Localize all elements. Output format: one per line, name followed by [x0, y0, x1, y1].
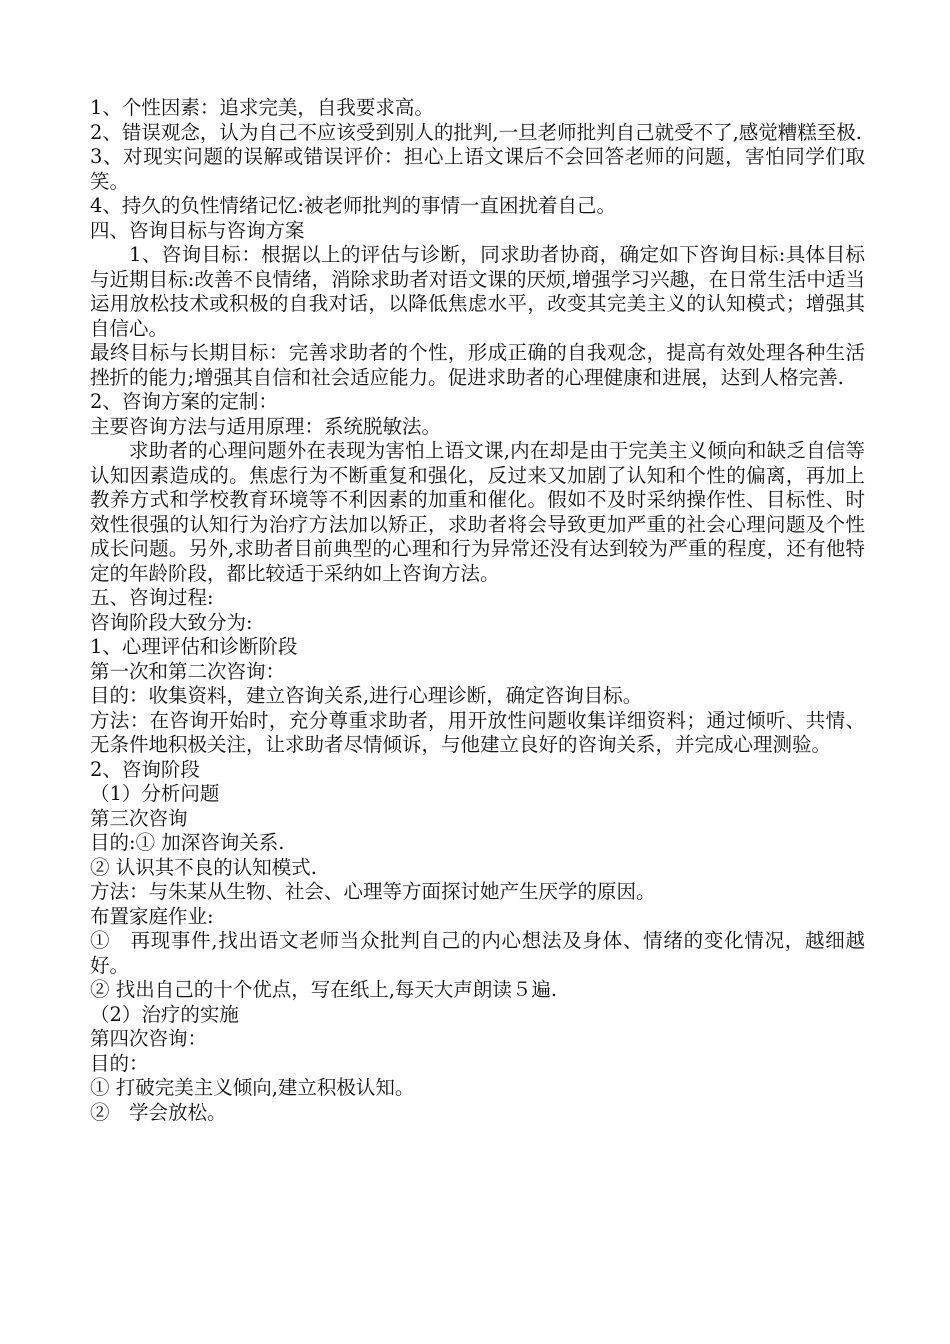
paragraph-purpose-1: 目的：收集资料，建立咨询关系,进行心理诊断，确定咨询目标。: [90, 684, 643, 707]
item-wrong-belief: 2、错误观念，认为自己不应该受到别人的批判,一旦老师批判自己就受不了,感觉糟糕至极.: [90, 120, 863, 144]
paragraph-method-3: 方法：与朱某从生物、社会、心理等方面探讨她产生厌学的原因。: [90, 880, 656, 903]
paragraph-homework-1: ① 再现事件,找出语文老师当众批判自己的内心想法及身体、情绪的变化情况，越细越好。: [90, 929, 865, 977]
paragraph-purpose-3b: ② 认识其不良的认知模式.: [90, 855, 317, 879]
item-misjudgment: 3、对现实问题的误解或错误评价：担心上语文课后不会回答老师的问题，害怕同学们取笑。: [90, 145, 865, 193]
label-session-3: 第三次咨询: [90, 806, 188, 830]
subheading-plan: 2、咨询方案的定制：: [90, 390, 278, 413]
paragraph-long-term-goal: 最终目标与长期目标：完善求助者的个性，形成正确的自我观念，提高有效处理各种生活挫折的能力;增强其自信和社会适应能力。促进求助者的心理健康和进展，达到人格完善.: [90, 341, 865, 389]
paragraph-rationale: 求助者的心理问题外在表现为害怕上语文课,内在却是由于完美主义倾向和缺乏自信等认知因素造成的。焦虑行为不断重复和强化，反过来又加剧了认知和个性的偏离，再加上教养方式和学校教育环境等不利因素的加重和催化。假如不及时采纳操作性、目标性、时效性很强的认知行为治疗方法加以矫正，求助者将会导致更加严重的社会心理问题及个性成长问题。另外,求助者目前典型的心理和行为异常还没有达到较为严重的程度，还有他特定的年龄阶段，都比较适于采纳如上咨询方法。: [90, 439, 865, 585]
paragraph-homework-2: ② 找出自己的十个优点，写在纸上,每天大声朗读５遍.: [90, 978, 558, 1001]
section-heading-process: 五、咨询过程:: [90, 586, 214, 609]
paragraph-consultation-goal: 1、咨询目标：根据以上的评估与诊断，同求助者协商，确定如下咨询目标:具体目标与近期目标:改善不良情绪，消除求助者对语文课的厌烦,增强学习兴趣，在日常生活中适当运用放松技术或积极的自我对话，以降低焦虑水平，改变其完美主义的认知模式；增强其自信心。: [90, 243, 865, 340]
paragraph-method-1: 方法：在咨询开始时，充分尊重求助者，用开放性问题收集详细资料；通过倾听、共情、无条件地积极关注，让求助者尽情倾诉，与他建立良好的咨询关系，并完成心理测验。: [90, 708, 865, 756]
label-purpose-4: 目的：: [90, 1051, 149, 1075]
label-session-4: 第四次咨询：: [90, 1027, 208, 1050]
subheading-consultation-stage: 2、咨询阶段: [90, 757, 200, 781]
subheading-treatment: （2）治疗的实施: [90, 1002, 239, 1026]
paragraph-stages-intro: 咨询阶段大致分为:: [90, 610, 253, 634]
label-homework: 布置家庭作业:: [90, 904, 214, 928]
item-negative-memory: 4、持久的负性情绪记忆:被老师批判的事情一直困扰着自己。: [90, 194, 616, 217]
subheading-assessment-stage: 1、心理评估和诊断阶段: [90, 635, 298, 658]
subheading-analyze-problem: （1）分析问题: [90, 782, 220, 805]
item-personality-factor: 1、个性因素：追求完美，自我要求高。: [90, 96, 434, 119]
paragraph-purpose-4b: ② 学会放松。: [90, 1100, 227, 1124]
paragraph-main-method: 主要咨询方法与适用原理：系统脱敏法。: [90, 414, 442, 438]
document-page: [90, 96, 865, 1125]
section-heading-goals-plan: 四、咨询目标与咨询方案: [90, 218, 305, 242]
label-sessions-1-2: 第一次和第二次咨询：: [90, 659, 286, 683]
paragraph-purpose-3a: 目的:① 加深咨询关系.: [90, 831, 285, 854]
paragraph-purpose-4a: ① 打破完美主义倾向,建立积极认知。: [90, 1076, 415, 1099]
